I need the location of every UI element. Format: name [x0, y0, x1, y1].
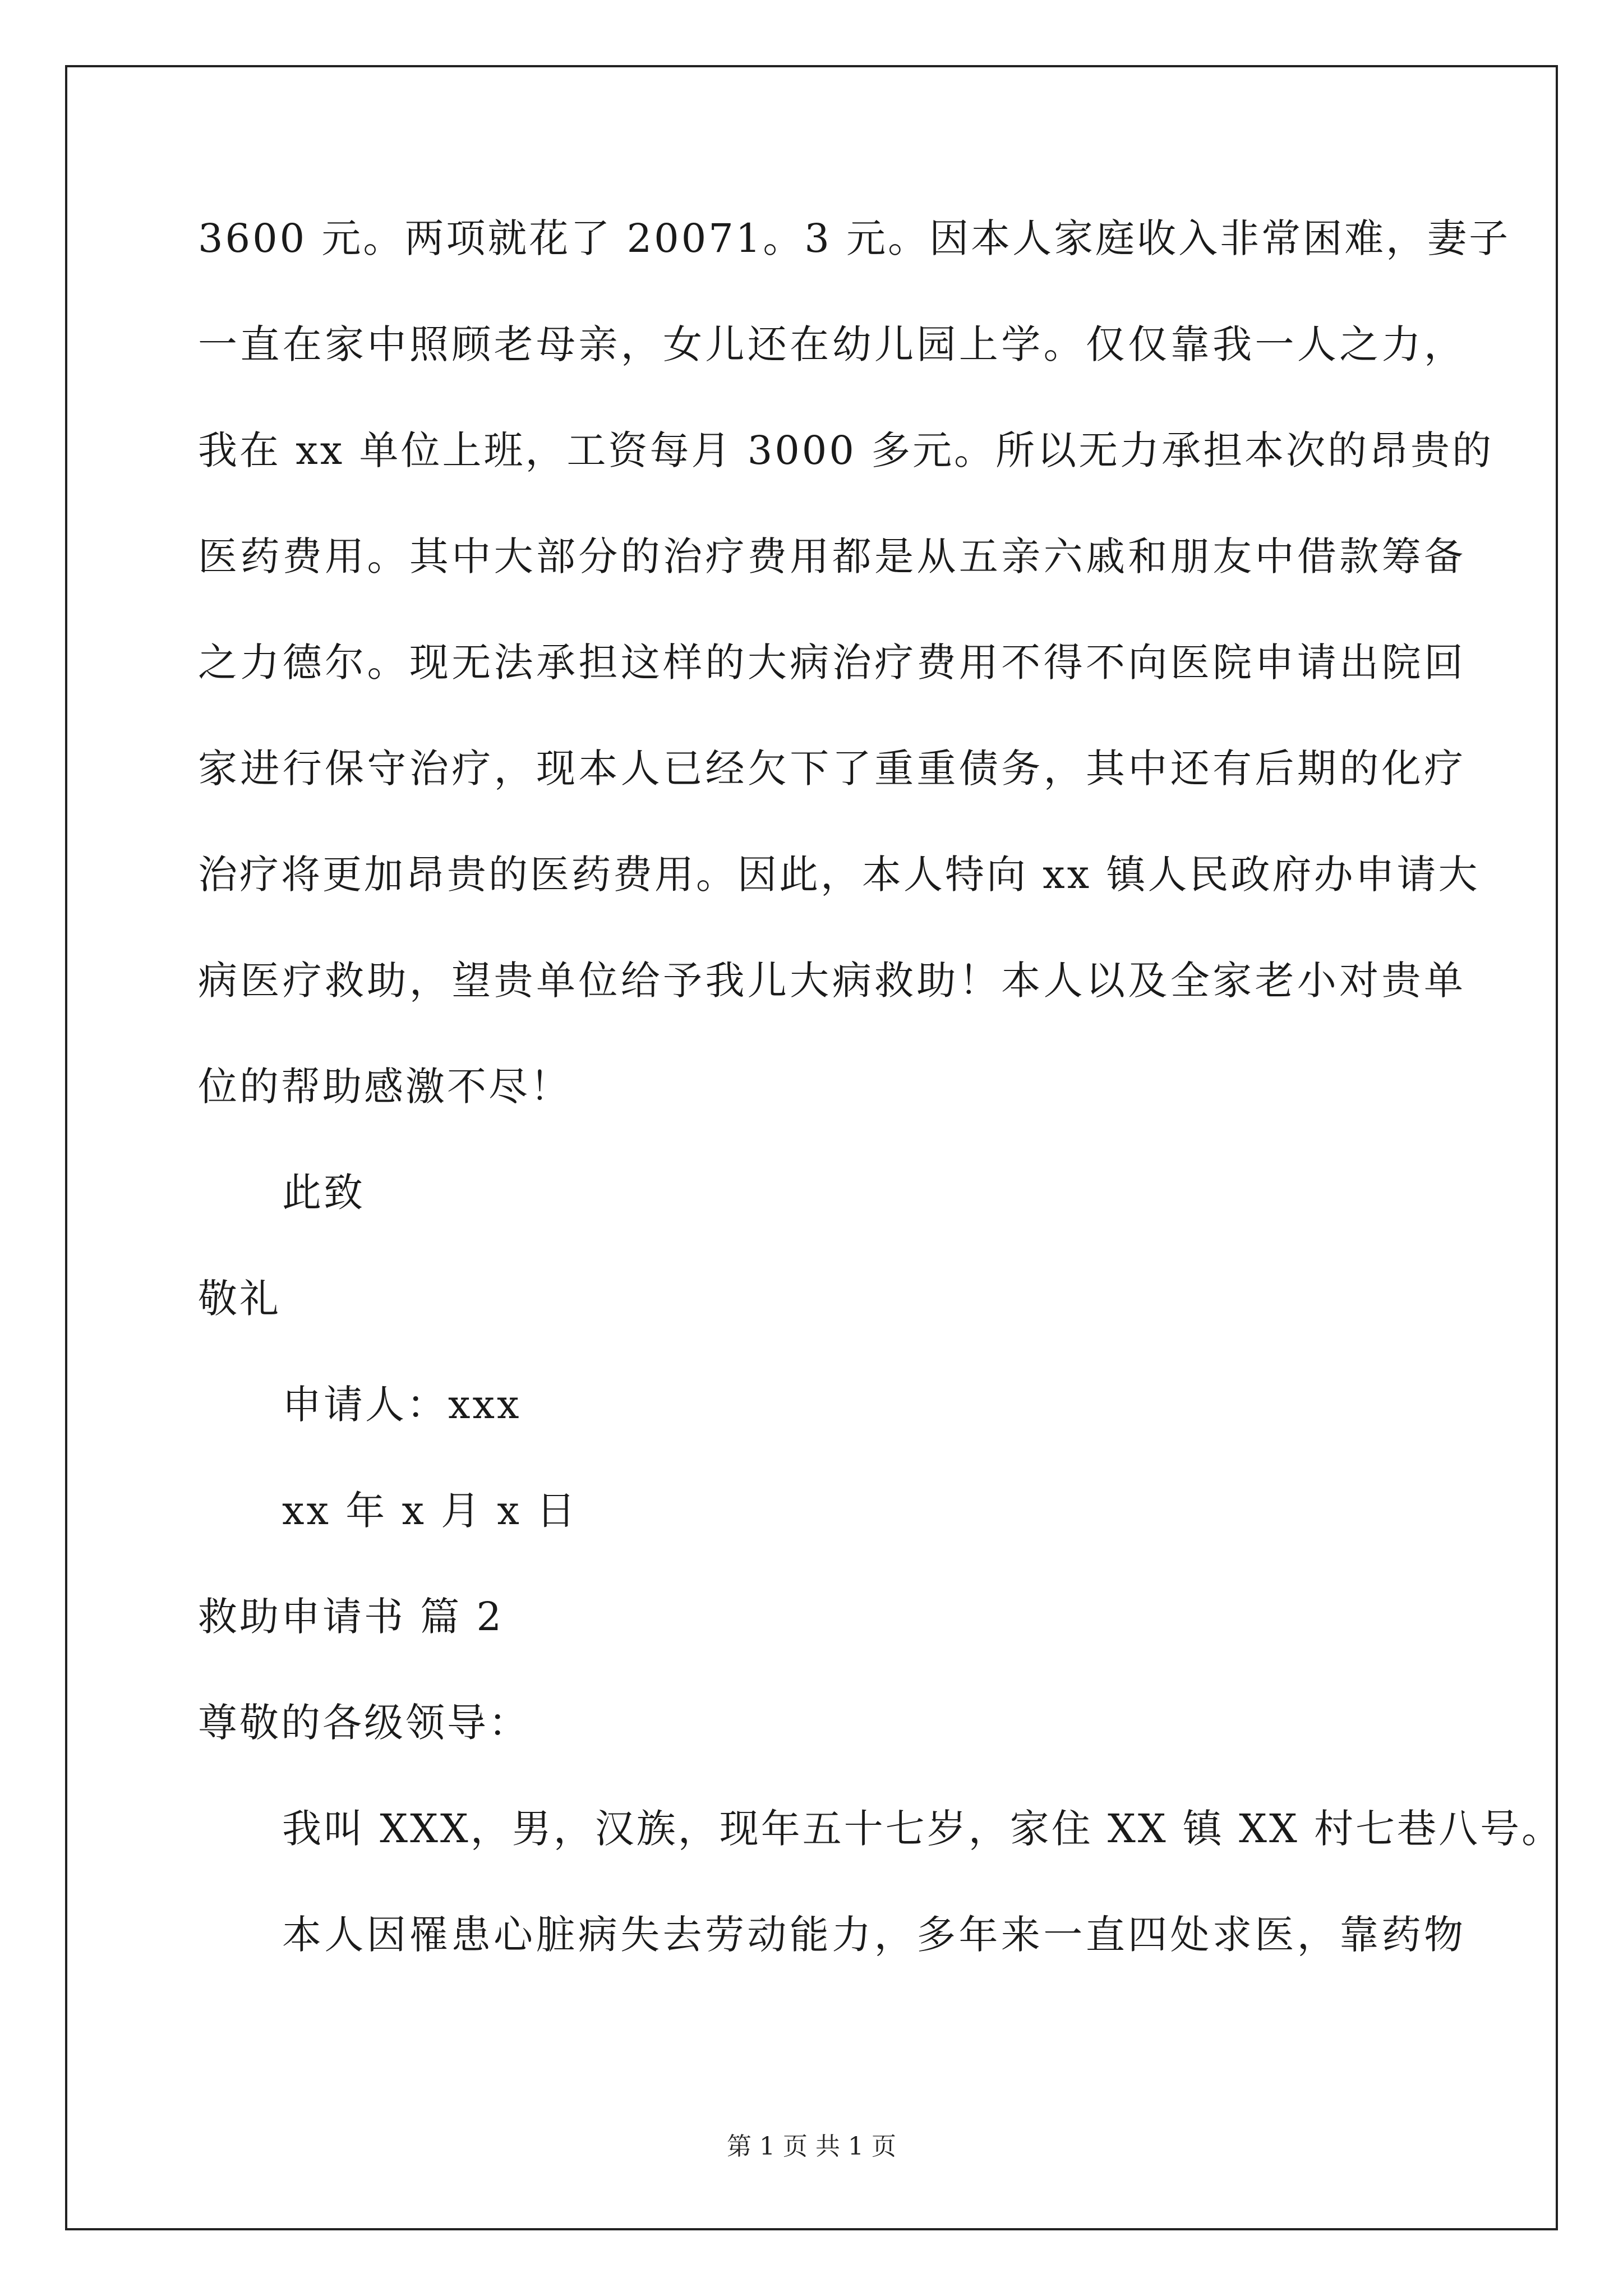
- body-line-5: 之力德尔。现无法承担这样的大病治疗费用不得不向医院申请出院回: [198, 639, 1465, 685]
- body-line-6: 家进行保守治疗，现本人已经欠下了重重债务，其中还有后期的化疗: [198, 746, 1465, 792]
- greeting-line: 尊敬的各级领导：: [198, 1700, 530, 1746]
- salute-text: 敬礼: [198, 1276, 281, 1322]
- para2-line-2: 本人因罹患心脏病失去劳动能力，多年来一直四处求医，靠药物: [282, 1912, 1465, 1958]
- para2-line-1: 我叫 XXX，男，汉族，现年五十七岁，家住 XX 镇 XX 村七巷八号。: [282, 1806, 1564, 1852]
- body-line-1: 3600 元。两项就花了 20071。3 元。因本人家庭收入非常困难，妻子: [198, 215, 1511, 261]
- closing-text: 此致: [282, 1170, 365, 1216]
- section-title: 救助申请书 篇 2: [198, 1594, 504, 1640]
- body-line-9: 位的帮助感激不尽！: [198, 1064, 571, 1110]
- document-body: [198, 215, 1564, 2021]
- body-line-3: 我在 xx 单位上班，工资每月 3000 多元。所以无力承担本次的昂贵的: [198, 427, 1494, 473]
- body-line-4: 医药费用。其中大部分的治疗费用都是从五亲六戚和朋友中借款筹备: [198, 533, 1465, 579]
- page-footer: 第 1 页 共 1 页: [727, 2132, 896, 2161]
- body-line-7: 治疗将更加昂贵的医药费用。因此，本人特向 xx 镇人民政府办申请大: [198, 852, 1480, 898]
- date-line: xx 年 x 月 x 日: [282, 1488, 578, 1534]
- body-line-2: 一直在家中照顾老母亲，女儿还在幼儿园上学。仅仅靠我一人之力，: [198, 321, 1465, 367]
- applicant-signature: 申请人：xxx: [282, 1382, 522, 1428]
- body-line-8: 病医疗救助，望贵单位给予我儿大病救助！本人以及全家老小对贵单: [198, 958, 1465, 1004]
